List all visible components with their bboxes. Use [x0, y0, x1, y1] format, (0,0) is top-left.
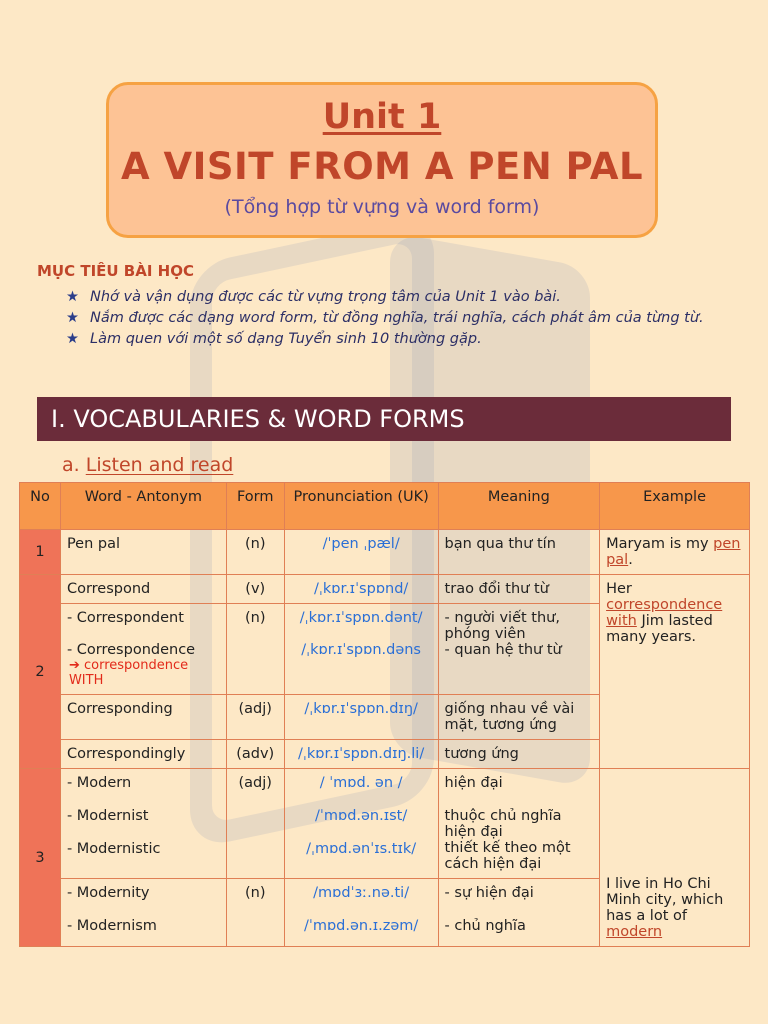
meaning-cell: bạn qua thư tín — [438, 530, 600, 575]
pronunciation-text: / ˈmɒd. ən / — [319, 775, 403, 791]
meaning-cell: giống nhau về vài mặt, tương ứng — [438, 695, 600, 740]
word-cell — [60, 769, 226, 879]
column-header: Meaning — [438, 483, 600, 530]
word-text: - Modernity — [66, 885, 150, 901]
column-header: No — [20, 483, 61, 530]
unit-label: Unit 1 — [322, 97, 442, 137]
form-cell: (n) — [226, 604, 284, 695]
meaning-cell: tương ứng — [438, 740, 600, 769]
table-header-row — [20, 483, 750, 530]
form-cell: (v) — [226, 575, 284, 604]
word-cell — [60, 879, 226, 947]
pronunciation-text: /ˈmɒd.ən.ɪ.zəm/ — [303, 918, 419, 934]
objective-item — [66, 287, 746, 308]
subsection-prefix: a. — [62, 454, 80, 476]
meaning-text: - sự hiện đại — [444, 885, 534, 901]
pronunciation-cell: /ˌkɒr.ɪˈspɒn.dɪŋ.li/ — [284, 740, 438, 769]
table-row — [20, 530, 750, 575]
pronunciation-cell: /ˈpen ˌpæl/ — [284, 530, 438, 575]
meaning-text: - quan hệ thư từ — [444, 642, 562, 658]
meaning-text: thuộc chủ nghĩa hiện đại — [444, 808, 562, 840]
pronunciation-text: /mɒdˈɜː.nə.ti/ — [313, 885, 410, 901]
pronunciation-cell — [284, 769, 438, 879]
example-cell — [600, 769, 750, 947]
objective-text: Nhớ và vận dụng được các từ vựng trọng tâm của Unit 1 vào bài. — [90, 289, 561, 305]
row-number: 3 — [20, 769, 61, 947]
star-icon: ★ — [66, 331, 79, 347]
form-cell: (adv) — [226, 740, 284, 769]
pronunciation-text: /ˈmɒd.ən.ɪst/ — [315, 808, 408, 824]
pronunciation-text: /ˌkɒr.ɪˈspɒn.dənt/ — [299, 610, 423, 626]
objective-text: Làm quen với một số dạng Tuyển sinh 10 thường gặp. — [90, 331, 482, 347]
objectives-heading: MỤC TIÊU BÀI HỌC — [37, 262, 194, 280]
table-row — [20, 769, 750, 879]
pronunciation-cell — [284, 879, 438, 947]
example-text: Jim lasted many years. — [606, 613, 713, 645]
meaning-cell — [438, 604, 600, 695]
pronunciation-text: /ˌmɒd.ənˈɪs.tɪk/ — [306, 841, 417, 857]
meaning-text: - người viết thư, phóng viên — [444, 610, 560, 642]
title-box — [106, 82, 658, 238]
page-subtitle: (Tổng hợp từ vựng và word form) — [224, 196, 540, 218]
word-text: - Modernism — [66, 918, 157, 934]
word-text: - Modernist — [66, 808, 149, 824]
example-text: I live in Ho Chi Minh city, which has a lot of — [606, 876, 724, 924]
word-text: - Correspondent — [66, 610, 184, 626]
form-cell: (adj) — [226, 769, 284, 879]
word-text: - Modernistic — [66, 841, 161, 857]
pronunciation-cell — [284, 604, 438, 695]
example-text: . — [628, 552, 633, 568]
meaning-text: thiết kế theo một cách hiện đại — [444, 840, 571, 872]
meaning-text: - chủ nghĩa — [444, 918, 526, 934]
example-cell — [600, 530, 750, 575]
example-cell — [600, 575, 750, 769]
objective-text: Nắm được các dạng word form, từ đồng nghĩa, trái nghĩa, cách phát âm của từng từ. — [90, 310, 704, 326]
column-header: Pronunciation (UK) — [284, 483, 438, 530]
word-cell: Corresponding — [60, 695, 226, 740]
word-cell: Correspond — [60, 575, 226, 604]
pronunciation-cell: /ˌkɒr.ɪˈspɒn.dɪŋ/ — [284, 695, 438, 740]
example-highlight: correspondence with — [606, 597, 723, 629]
example-highlight: modern — [606, 924, 663, 940]
word-cell: Correspondingly — [60, 740, 226, 769]
row-number: 2 — [20, 575, 61, 769]
objectives-list — [66, 287, 746, 350]
subsection-label: Listen and read — [85, 454, 234, 476]
subsection-heading — [62, 454, 233, 476]
column-header: Form — [226, 483, 284, 530]
example-highlight: pen pal — [606, 536, 741, 568]
form-cell: (adj) — [226, 695, 284, 740]
meaning-text: hiện đại — [444, 775, 503, 791]
example-text: Her — [606, 581, 632, 597]
form-cell: (n) — [226, 530, 284, 575]
objective-item — [66, 308, 746, 329]
word-text: - Modern — [66, 775, 132, 791]
star-icon: ★ — [66, 289, 79, 305]
usage-note: ➔ correspondence WITH — [68, 658, 189, 688]
row-number: 1 — [20, 530, 61, 575]
column-header: Example — [600, 483, 750, 530]
pronunciation-text: /ˌkɒr.ɪˈspɒn.dəns — [301, 642, 421, 658]
vocabulary-table — [19, 482, 750, 947]
page-title: A VISIT FROM A PEN PAL — [120, 145, 644, 188]
table-row — [20, 575, 750, 604]
word-cell — [60, 604, 226, 695]
meaning-cell — [438, 879, 600, 947]
word-text: - Correspondence — [66, 642, 196, 658]
meaning-cell — [438, 769, 600, 879]
example-text: Maryam is my — [606, 536, 714, 552]
objective-item — [66, 329, 746, 350]
word-cell: Pen pal — [60, 530, 226, 575]
meaning-cell: trao đổi thư từ — [438, 575, 600, 604]
section-title: I. VOCABULARIES & WORD FORMS — [37, 397, 731, 441]
column-header: Word - Antonym — [60, 483, 226, 530]
star-icon: ★ — [66, 310, 79, 326]
form-cell: (n) — [226, 879, 284, 947]
pronunciation-cell: /ˌkɒr.ɪˈspɒnd/ — [284, 575, 438, 604]
